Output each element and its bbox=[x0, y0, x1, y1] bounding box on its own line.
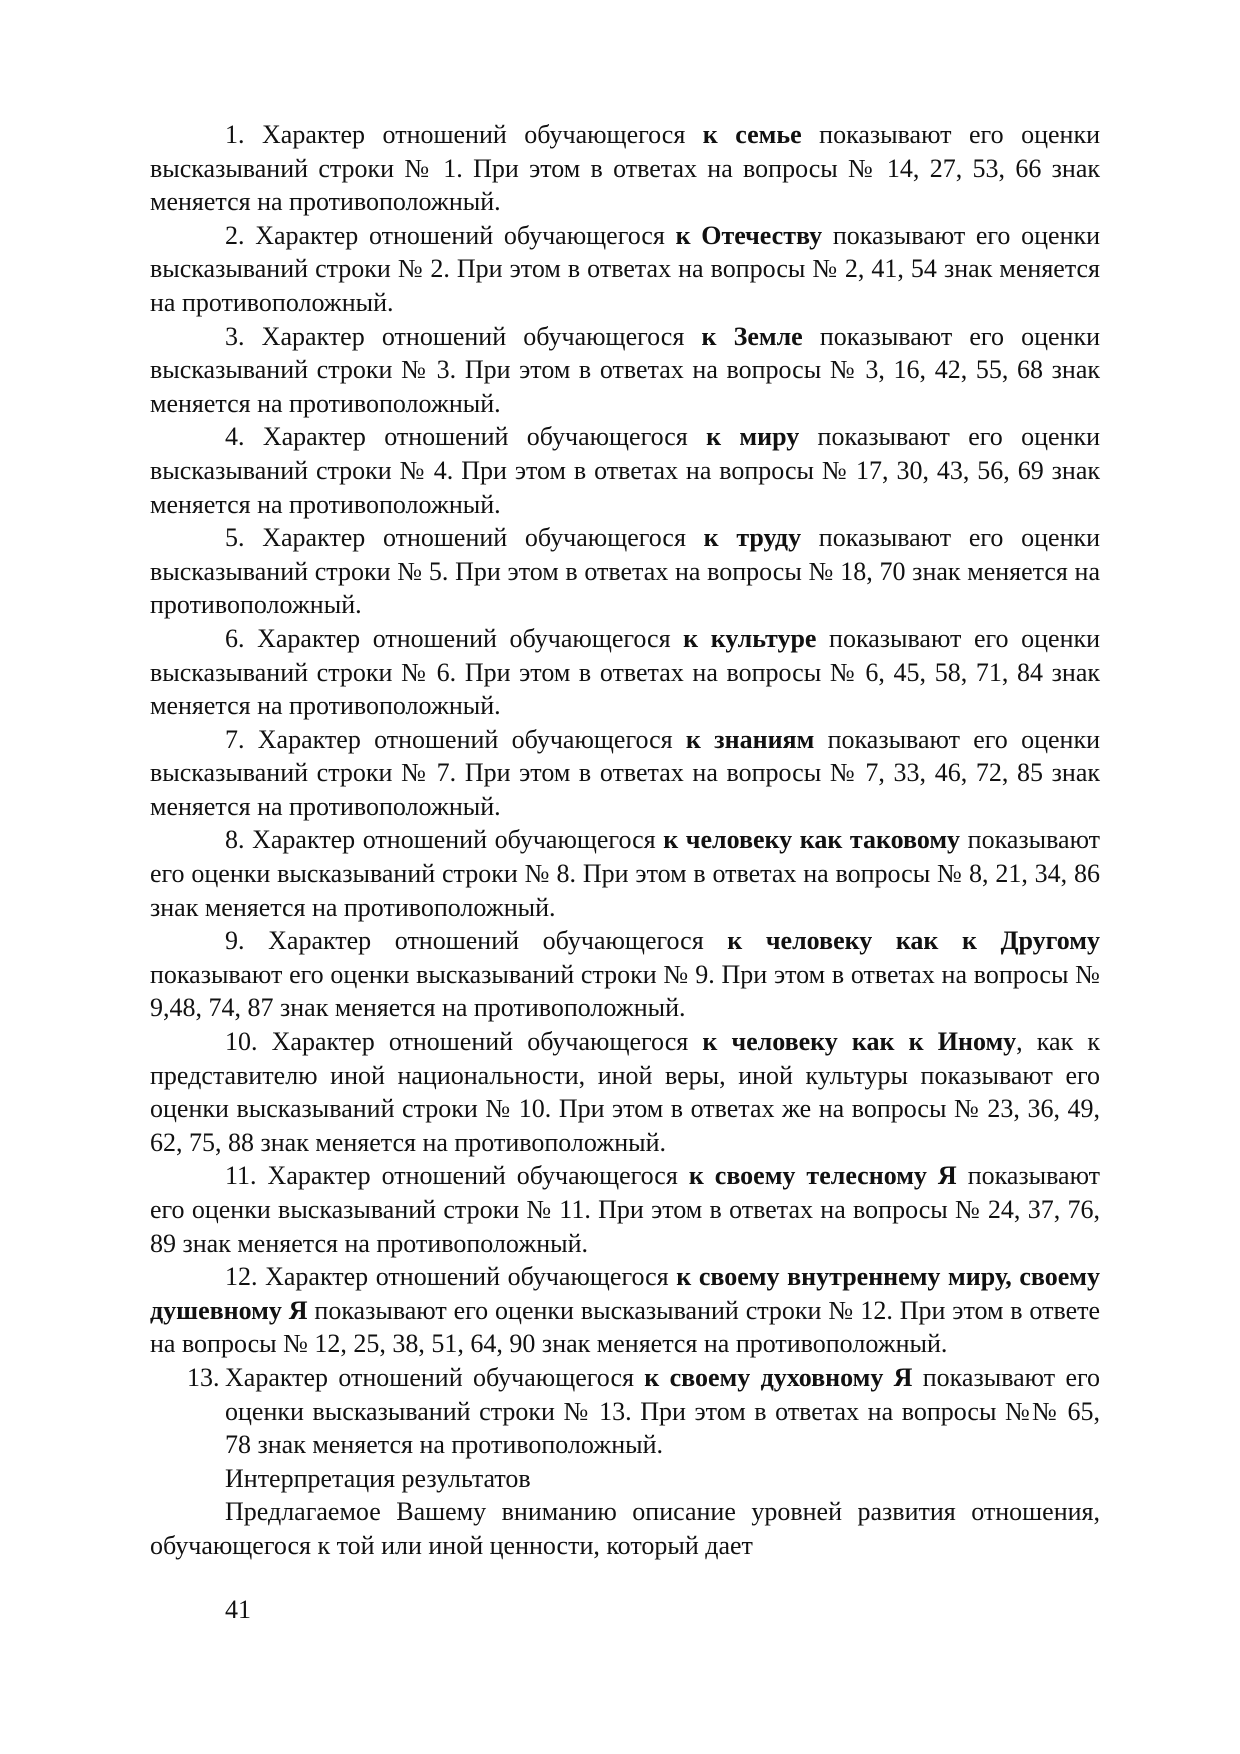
item-rest: показывают его оценки высказываний строки № 3. При этом в ответах на вопросы № 3, 16, 42, 55, 68 знак меняется на противоположный. bbox=[150, 321, 1101, 418]
item-number: 7. bbox=[225, 724, 245, 754]
item-lead: Характер отношений обучающегося bbox=[262, 120, 686, 149]
item-value: к своему телесному Я bbox=[688, 1161, 957, 1191]
item-lead: Характер отношений обучающегося bbox=[261, 321, 685, 351]
paragraph-9 bbox=[150, 924, 1100, 1025]
item-number: 2. bbox=[225, 220, 245, 250]
item-value: к человеку как к Иному bbox=[702, 1027, 1017, 1057]
paragraph-6 bbox=[150, 622, 1100, 723]
item-number: 4. bbox=[225, 422, 245, 452]
item-lead: Характер отношений обучающегося bbox=[265, 1262, 669, 1292]
paragraph-8 bbox=[150, 823, 1100, 924]
item-number: 12. bbox=[225, 1262, 258, 1292]
interpretation-heading: Интерпретация результатов bbox=[225, 1463, 531, 1493]
item-lead: Характер отношений обучающегося bbox=[268, 926, 704, 956]
item-lead: Характер отношений обучающегося bbox=[225, 1362, 634, 1392]
item-lead: Характер отношений обучающегося bbox=[262, 422, 688, 452]
item-rest: показывают его оценки высказываний строки № 8. При этом в ответах на вопросы № 8, 21, 34, 86 знак меняется на противоположный. bbox=[150, 825, 1101, 922]
item-lead: Характер отношений обучающегося bbox=[262, 523, 686, 553]
item-number: 1. bbox=[225, 120, 245, 149]
item-rest: показывают его оценки высказываний строки № 1. При этом в ответах на вопросы № 14, 27, 53, 66 знак меняется на противоположный. bbox=[150, 120, 1100, 217]
item-rest: показывают его оценки высказываний строки № 13. При этом в ответах на вопросы №№ 65, 78 знак меняется на противоположный. bbox=[225, 1362, 1100, 1460]
item-lead: Характер отношений обучающегося bbox=[257, 623, 671, 653]
item-value: к своему внутреннему миру, своему душевному Я bbox=[150, 1262, 1100, 1325]
item-number: 8. bbox=[225, 825, 245, 855]
item-value: к миру bbox=[706, 422, 800, 452]
document-page bbox=[150, 118, 1100, 1563]
item-rest: показывают его оценки высказываний строки № 11. При этом в ответах на вопросы № 24, 37, 76, 89 знак меняется на противоположный. bbox=[150, 1161, 1101, 1258]
item-value: к Отечеству bbox=[675, 220, 823, 250]
item-rest: показывают его оценки высказываний строки № 9. При этом в ответах на вопросы № 9,48, 74, 87 знак меняется на противоположный. bbox=[150, 959, 1100, 1023]
item-lead: Характер отношений обучающегося bbox=[267, 1161, 678, 1191]
item-number: 9. bbox=[225, 926, 245, 956]
item-value: к труду bbox=[703, 523, 802, 553]
item-number: 10. bbox=[225, 1027, 258, 1057]
item-rest: показывают его оценки высказываний строки № 6. При этом в ответах на вопросы № 6, 45, 58, 71, 84 знак меняется на противоположный. bbox=[150, 623, 1101, 721]
item-lead: Характер отношений обучающегося bbox=[271, 1027, 689, 1057]
paragraph-13 bbox=[150, 1361, 1100, 1462]
item-rest: показывают его оценки высказываний строки № 2. При этом в ответах на вопросы № 2, 41, 54 знак меняется на противоположный. bbox=[150, 220, 1101, 317]
item-rest: показывают его оценки высказываний строки № 7. При этом в ответах на вопросы № 7, 33, 46, 72, 85 знак меняется на противоположный. bbox=[150, 724, 1100, 821]
item-rest: показывают его оценки высказываний строки № 5. При этом в ответах на вопросы № 18, 70 знак меняется на противоположный. bbox=[150, 523, 1101, 620]
item-lead: Характер отношений обучающегося bbox=[255, 220, 665, 250]
item-value: к культуре bbox=[683, 623, 817, 653]
paragraph-3 bbox=[150, 320, 1100, 421]
paragraph-2 bbox=[150, 219, 1100, 320]
item-rest: , как к представителю иной национальности, иной веры, иной культуры показывают его оценки высказываний строки № 10. При этом в ответах же на вопросы № 23, 36, 49, 62, 75, 88 знак меняется на противоположный. bbox=[150, 1027, 1100, 1157]
item-rest: показывают его оценки высказываний строки № 12. При этом в ответе на вопросы № 12, 25, 38, 51, 64, 90 знак меняется на противоположный. bbox=[150, 1295, 1101, 1359]
paragraph-10 bbox=[150, 1025, 1100, 1159]
item-number: 5. bbox=[225, 523, 245, 553]
item-number: 11. bbox=[225, 1161, 257, 1191]
paragraph-11 bbox=[150, 1159, 1100, 1260]
paragraph-12 bbox=[150, 1260, 1100, 1361]
item-value: к семье bbox=[702, 120, 802, 149]
page-number: 41 bbox=[225, 1595, 251, 1624]
paragraph-5 bbox=[150, 521, 1100, 622]
paragraph-1 bbox=[150, 118, 1100, 219]
item-rest: показывают его оценки высказываний строки № 4. При этом в ответах на вопросы № 17, 30, 43, 56, 69 знак меняется на противоположный. bbox=[150, 422, 1101, 519]
paragraph-4 bbox=[150, 420, 1100, 521]
item-number: 6. bbox=[225, 623, 245, 653]
item-number: 13. bbox=[187, 1362, 220, 1392]
item-number: 3. bbox=[225, 321, 245, 351]
paragraph-7 bbox=[150, 723, 1100, 824]
item-value: к человеку как к Другому bbox=[727, 926, 1101, 956]
item-value: к своему духовному Я bbox=[644, 1362, 913, 1392]
closing-paragraph: Предлагаемое Вашему вниманию описание уровней развития отношения, обучающегося к той или иной ценности, который дает bbox=[150, 1497, 1100, 1560]
item-lead: Характер отношений обучающегося bbox=[252, 825, 656, 855]
item-value: к Земле bbox=[701, 321, 803, 351]
item-lead: Характер отношений обучающегося bbox=[257, 724, 673, 754]
item-value: к знаниям bbox=[685, 724, 815, 754]
item-value: к человеку как таковому bbox=[663, 825, 961, 855]
